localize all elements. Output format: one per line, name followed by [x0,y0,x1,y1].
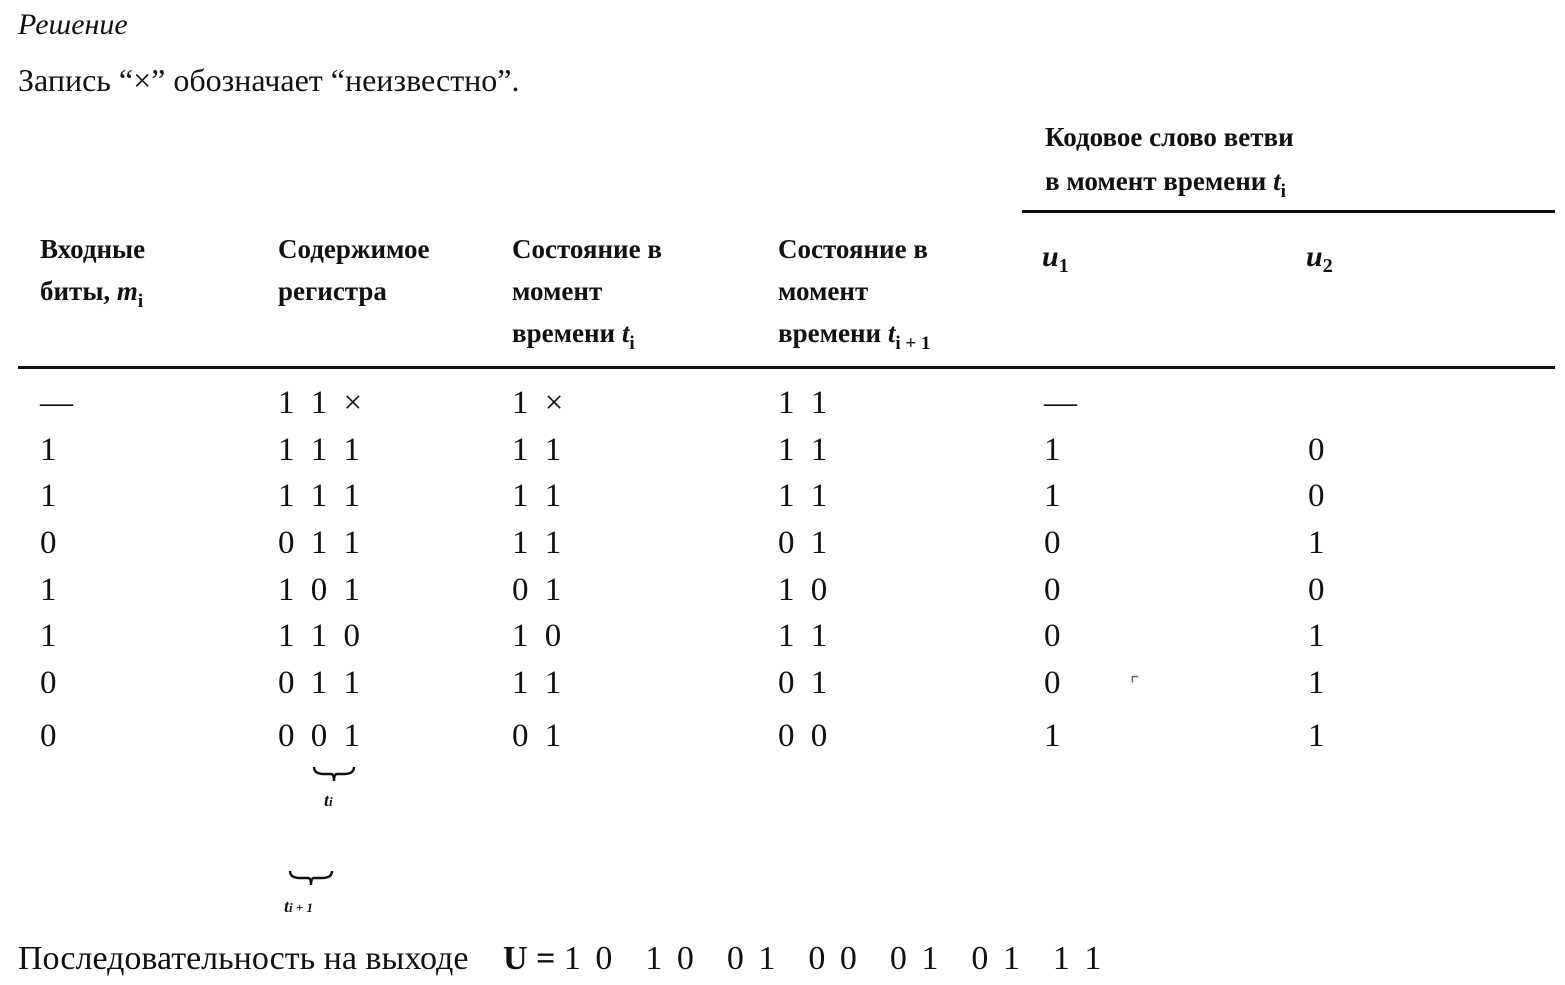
cell-state-t1: 1 1 [778,385,832,421]
col-header-u1: $u_1$ [1042,240,1069,277]
cell-u2: 0 [1308,432,1329,468]
cell-u2: 1 [1308,665,1329,701]
cell-u1: 0 [1044,525,1065,561]
cell-input: 0 [40,718,61,754]
cell-register: 0 1 1 [278,525,364,561]
cell-input: 1 [40,618,61,654]
cell-state-t1: 1 1 [778,478,832,514]
col-header-state-t1: Состояние в момент времени $t_{i + 1}$ [778,234,931,354]
cell-input: 0 [40,665,61,701]
cell-u1: 1 [1044,718,1065,754]
cell-input: 1 [40,432,61,468]
cell-u1: 1 [1044,432,1065,468]
output-label: Последовательность на выходе [18,940,469,977]
output-pair: 0 1 [889,940,942,977]
brace-ti-label: ti [324,790,333,810]
col-header-u2: $u_2$ [1306,240,1333,277]
codeword-header-line2: в момент времени $t_i$ [1045,166,1286,202]
output-pair: 1 1 [1052,940,1105,977]
output-pair: 1 0 [563,940,616,977]
cell-state-t: 1 1 [512,665,566,701]
cell-u2: 1 [1308,718,1329,754]
section-heading: Решение [18,8,128,41]
cell-register: 1 0 1 [278,572,364,608]
output-sequence [18,940,1104,978]
cell-u1: 0 [1044,618,1065,654]
cell-state-t1: 1 0 [778,572,832,608]
cell-input: — [40,385,77,421]
cell-state-t: 0 1 [512,572,566,608]
cell-register: 1 1 1 [278,478,364,514]
cell-register: 0 0 1 [278,718,364,754]
cell-u2: 1 [1308,525,1329,561]
cell-state-t: 1 1 [512,525,566,561]
col-header-input: Входные биты, $m_i$ [40,234,146,312]
codeword-header-line1: Кодовое слово ветви [1045,122,1294,152]
cell-state-t: 1 1 [512,478,566,514]
cell-register: 0 1 1 [278,665,364,701]
cell-state-t1: 1 1 [778,432,832,468]
cell-state-t: 0 1 [512,718,566,754]
cell-u2: 1 [1308,618,1329,654]
brace-ti1-label: ti + 1 [284,896,314,916]
cell-input: 0 [40,525,61,561]
cell-u1: 1 [1044,478,1065,514]
cell-input: 1 [40,478,61,514]
output-pair: 1 0 [645,940,697,977]
codeword-group-header [1045,115,1294,207]
intro-text: Запись “×” обозначает “неизвестно”. [18,62,520,98]
cell-state-t1: 0 1 [778,665,832,701]
cell-state-t1: 0 1 [778,525,832,561]
header-bottom-rule [18,366,1555,369]
cell-register: 1 1 1 [278,432,364,468]
cell-state-t: 1 × [512,385,568,421]
cell-register: 1 1 × [278,385,367,421]
cell-input: 1 [40,572,61,608]
output-symbol: U = [502,940,564,977]
output-pair: 0 1 [726,940,779,977]
cell-u2: 0 [1308,478,1329,514]
cell-state-t: 1 0 [512,618,566,654]
output-pair: 0 0 [808,940,860,977]
cell-register: 1 1 0 [278,618,364,654]
scan-artifact: ⌜ [1130,674,1140,696]
col-header-register: Содержимое регистра [278,234,430,306]
output-pair: 0 1 [971,940,1023,977]
brace-ti1-icon [288,868,334,888]
cell-state-t1: 1 1 [778,618,832,654]
cell-state-t1: 0 0 [778,718,832,754]
cell-u1: — [1044,385,1081,421]
cell-u2: 0 [1308,572,1329,608]
cell-u1: 0 [1044,665,1065,701]
group-header-rule [1022,210,1555,213]
brace-ti-icon [312,764,356,784]
cell-state-t: 1 1 [512,432,566,468]
cell-u1: 0 [1044,572,1065,608]
col-header-state-t: Состояние в момент времени $t_i$ [512,234,662,354]
